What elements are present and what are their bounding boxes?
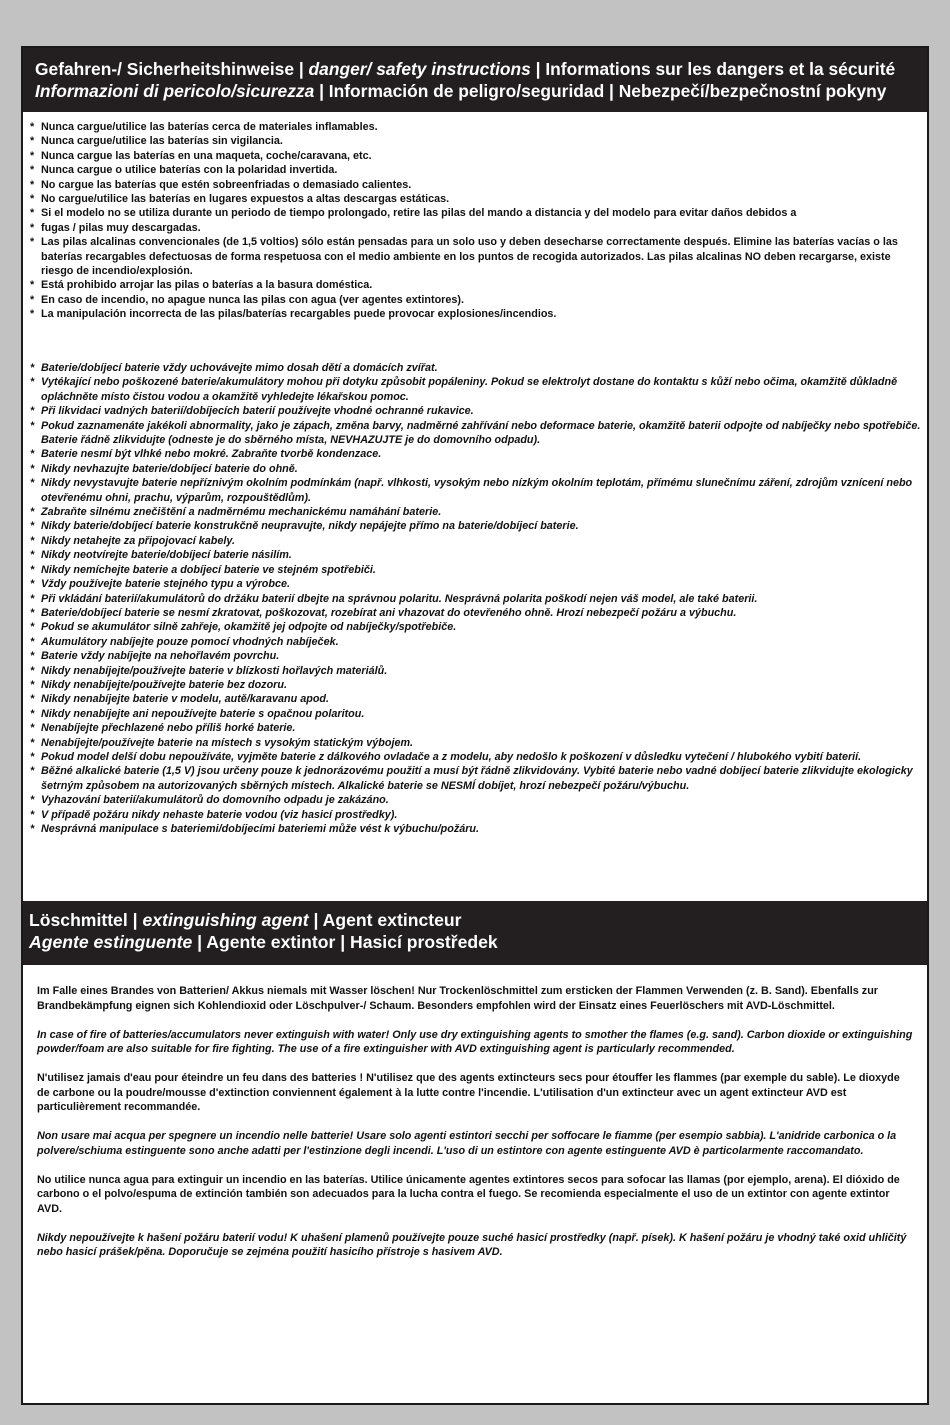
- list-item: * Baterie/dobíjecí baterie se nesmí zkratovat, poškozovat, rozebírat ani vhazovat do otevřeného ohně. Hrozí nebezpečí požáru a výbuchu.: [29, 606, 921, 620]
- list-item: * Při likvidaci vadných baterií/dobíjecích baterií používejte vhodné ochranné rukavice.: [29, 404, 921, 418]
- safety-section-header: [23, 48, 927, 112]
- list-item: * Nesprávná manipulace s bateriemi/dobíjecími bateriemi může vést k výbuchu/požáru.: [29, 822, 921, 836]
- list-item: * Nikdy nevhazujte baterie/dobíjecí baterie do ohně.: [29, 462, 921, 476]
- list-item: * Si el modelo no se utiliza durante un periodo de tiempo prolongado, retire las pilas del mando a distancia y del modelo para evitar daños debidos a: [29, 206, 921, 220]
- spanish-safety-list: [29, 120, 921, 322]
- paragraph-english: In case of fire of batteries/accumulators never extinguish with water! Only use dry extinguishing agents to smother the flames (e.g. sand). Carbon dioxide or extinguishing powder/foam are also suitable for fire fighting. The use of a fire extinguisher with AVD extinguishing agent is particularly recommended.: [37, 1028, 913, 1055]
- list-item: * Vyhazování baterií/akumulátorů do domovního odpadu je zakázáno.: [29, 793, 921, 807]
- list-item: * Nikdy baterie/dobíjecí baterie konstrukčně neupravujte, nikdy nepájejte přímo na baterie/dobíjecí baterie.: [29, 519, 921, 533]
- list-item: * Pokud zaznamenáte jakékoli abnormality, jako je zápach, změna barvy, nadměrné zahřívání nebo deformace baterie, okamžitě baterii odpojte od nabíječky nebo spotřebiče. Baterie řádně zlikvidujte (odneste je do sběrného místa, NEVHAZUJTE je do domovního odpadu).: [29, 419, 921, 448]
- paragraph-spanish: No utilice nunca agua para extinguir un incendio en las baterías. Utilice únicamente agentes extintores secos para sofocar las llamas (por ejemplo, arena). El dióxido de carbono o el polvo/espuma de extinción también son adecuados para la lucha contra el fuego. Se recomienda especialmente el uso de un extintor con agente extintor AVD.: [37, 1173, 900, 1215]
- safety-header-line-1: Gefahren-/ Sicherheitshinweise | danger/ safety instructions | Informations sur les dangers et la sécurité: [35, 59, 896, 79]
- list-item: * Nunca cargue o utilice baterías con la polaridad invertida.: [29, 163, 921, 177]
- list-item: * Baterie nesmí být vlhké nebo mokré. Zabraňte tvorbě kondenzace.: [29, 447, 921, 461]
- list-item: * Nunca cargue/utilice las baterías cerca de materiales inflamables.: [29, 120, 921, 134]
- list-item: * Nikdy netahejte za připojovací kabely.: [29, 534, 921, 548]
- paragraph-german: Im Falle eines Brandes von Batterien/ Akkus niemals mit Wasser löschen! Nur Trockenlöschmittel zum ersticken der Flammen Verwenden (z. B. Sand). Ebenfalls zur Brandbekämpfung eignen sich Kohlendioxid oder Löschpulver-/ Schaum. Besonders empfohlen wird der Einsatz eines Feuerlöschers mit AVD-Löschmittel.: [37, 985, 879, 1012]
- instruction-sheet: [21, 46, 929, 1405]
- list-item: * Vytékající nebo poškozené baterie/akumulátory mohou při dotyku způsobit popáleniny. Pokud se elektrolyt dostane do kontaktu s kůží nebo očima, okamžitě důkladně opláchněte místo čistou vodou a okamžitě vyhledejte lékařskou pomoc.: [29, 375, 921, 404]
- list-item: * Nikdy nenabíjejte/používejte baterie bez dozoru.: [29, 678, 921, 692]
- list-item: * La manipulación incorrecta de las pilas/baterías recargables puede provocar explosiones/incendios.: [29, 307, 921, 321]
- list-item: * Při vkládání baterií/akumulátorů do držáku baterií dbejte na správnou polaritu. Nesprávná polarita poškodí nejen váš model, ale také baterii.: [29, 592, 921, 606]
- list-item: * Nikdy nemíchejte baterie a dobíjecí baterie ve stejném spotřebiči.: [29, 563, 921, 577]
- safety-header-line-2: Informazioni di pericolo/sicurezza | Información de peligro/seguridad | Nebezpečí/bezpečnostní pokyny: [35, 81, 887, 101]
- extinguishing-header-line-2: Agente estinguente | Agente extintor | Hasicí prostředek: [29, 932, 498, 952]
- list-item: * No cargue/utilice las baterías en lugares expuestos a altas descargas estáticas.: [29, 192, 921, 206]
- list-item: * Las pilas alcalinas convencionales (de 1,5 voltios) sólo están pensadas para un solo uso y deben desecharse correctamente después. Elimine las baterías vacías o las baterías recargables defectuosas de forma respetuosa con el medio ambiente en los puntos de recogida autorizados. Las pilas alcalinas NO deben recargarse, existe riesgo de incendio/explosión.: [29, 235, 921, 278]
- paragraph-french: N'utilisez jamais d'eau pour éteindre un feu dans des batteries ! N'utilisez que des agents extincteurs secs pour étouffer les flammes (par exemple du sable). Le dioxyde de carbone ou la poudre/mousse d'extinction conviennent également à la lutte contre l'incendie. L'utilisation d'un extincteur avec un agent extincteur AVD est particulièrement recommandée.: [37, 1072, 900, 1113]
- list-item: * fugas / pilas muy descargadas.: [29, 221, 921, 235]
- list-item: * En caso de incendio, no apague nunca las pilas con agua (ver agentes extintores).: [29, 293, 921, 307]
- list-item: * Baterie/dobíjecí baterie vždy uchovávejte mimo dosah dětí a domácích zvířat.: [29, 361, 921, 375]
- list-item: * Baterie vždy nabíjejte na nehořlavém povrchu.: [29, 649, 921, 663]
- list-item: * Está prohibido arrojar las pilas o baterías a la basura doméstica.: [29, 278, 921, 292]
- list-item: * Nikdy nenabíjejte ani nepoužívejte baterie s opačnou polaritou.: [29, 707, 921, 721]
- czech-safety-list: [29, 361, 921, 836]
- list-item: * Vždy používejte baterie stejného typu a výrobce.: [29, 577, 921, 591]
- extinguishing-paragraphs: [37, 984, 913, 1274]
- list-item: * Běžné alkalické baterie (1,5 V) jsou určeny pouze k jednorázovému použití a musí být řádně zlikvidovány. Vybité baterie nebo vadné dobíjecí baterie zlikvidujte ekologicky šetrným způsobem na autorizovaných sběrných místech. Alkalické baterie se NESMÍ dobíjet, hrozí nebezpečí požáru/výbuchu.: [29, 764, 921, 793]
- list-item: * Pokud se akumulátor silně zahřeje, okamžitě jej odpojte od nabíječky/spotřebiče.: [29, 620, 921, 634]
- list-item: * Nikdy nevystavujte baterie nepříznivým okolním podmínkám (např. vlhkosti, vysokým nebo nízkým okolním teplotám, přímému slunečnímu záření, zdrojům vznícení nebo otevřenému ohni, prachu, výparům, rozpouštědlům).: [29, 476, 921, 505]
- list-item: * Nunca cargue/utilice las baterías sin vigilancia.: [29, 134, 921, 148]
- list-item: * Nikdy nenabíjejte baterie v modelu, autě/karavanu apod.: [29, 692, 921, 706]
- list-item: * Nenabíjejte/používejte baterie na místech s vysokým statickým výbojem.: [29, 736, 921, 750]
- paragraph-czech: Nikdy nepoužívejte k hašení požáru baterií vodu! K uhašení plamenů používejte pouze suché hasicí prostředky (např. písek). K hašení požáru je vhodný také oxid uhličitý nebo hasicí prášek/pěna. Doporučuje se zejména použití hasicího přístroje s hasivem AVD.: [37, 1231, 907, 1258]
- extinguishing-section-header: [23, 901, 927, 965]
- list-item: * Zabraňte silnému znečištění a nadměrnému mechanickému namáhání baterie.: [29, 505, 921, 519]
- list-item: * No cargue las baterías que estén sobreenfriadas o demasiado calientes.: [29, 178, 921, 192]
- paragraph-italian: Non usare mai acqua per spegnere un incendio nelle batterie! Usare solo agenti estintori secchi per soffocare le fiamme (per esempio sabbia). L'anidride carbonica o la polvere/schiuma estinguente sono anche adatti per l'estinzione degli incendi. L'uso di un estintore con agente estinguente AVD è particolarmente raccomandato.: [37, 1130, 897, 1157]
- list-item: * V případě požáru nikdy nehaste baterie vodou (viz hasicí prostředky).: [29, 808, 921, 822]
- list-item: * Nenabíjejte přechlazené nebo příliš horké baterie.: [29, 721, 921, 735]
- list-item: * Akumulátory nabíjejte pouze pomocí vhodných nabíječek.: [29, 635, 921, 649]
- list-item: * Nikdy nenabíjejte/používejte baterie v blízkosti hořlavých materiálů.: [29, 664, 921, 678]
- list-item: * Pokud model delší dobu nepoužíváte, vyjměte baterie z dálkového ovladače a z modelu, aby nedošlo k poškození v důsledku vytečení / hlubokého vybití baterií.: [29, 750, 921, 764]
- extinguishing-header-line-1: Löschmittel | extinguishing agent | Agent extincteur: [29, 910, 462, 930]
- list-item: * Nunca cargue las baterías en una maqueta, coche/caravana, etc.: [29, 149, 921, 163]
- list-item: * Nikdy neotvírejte baterie/dobíjecí baterie násilím.: [29, 548, 921, 562]
